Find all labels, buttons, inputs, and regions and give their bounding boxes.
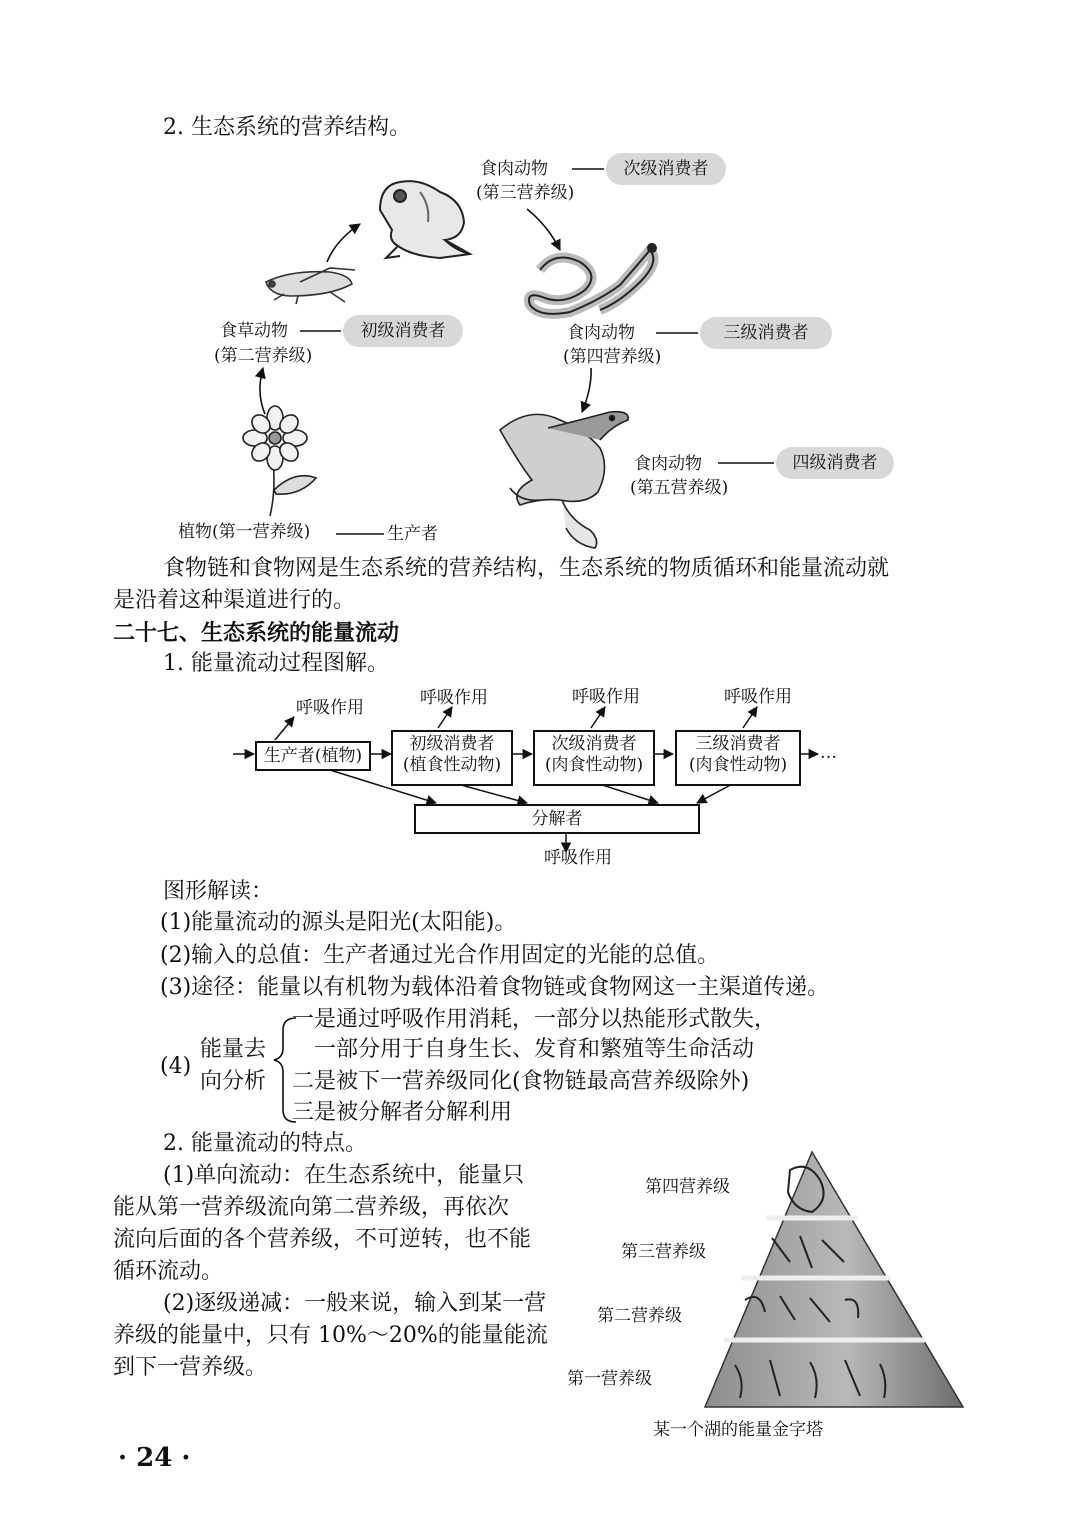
primary-consumer-type: (植食性动物) xyxy=(402,755,502,775)
primary-consumer-label: 初级消费者 xyxy=(409,734,495,754)
secondary-consumer-type: (肉食性动物) xyxy=(544,755,644,775)
node2-consumer-badge: 初级消费者 xyxy=(343,315,463,347)
interpretation-point-2: (2)输入的总值：生产者通过光合作用固定的光能的总值。 xyxy=(160,943,720,968)
node2-level: (第二营养级) xyxy=(214,346,313,366)
page-number: · 24 · xyxy=(118,1443,191,1473)
respiration-label: 呼吸作用 xyxy=(572,687,640,707)
chain-ellipsis: … xyxy=(820,743,837,763)
section27-heading: 二十七、生态系统的能量流动 xyxy=(113,620,400,646)
pyramid-level-2: 第二营养级 xyxy=(597,1306,682,1326)
respiration-label: 呼吸作用 xyxy=(420,688,488,708)
point-4-label: (4) xyxy=(160,1054,192,1079)
point-4-item-2: 二是被下一营养级同化(食物链最高营养级除外) xyxy=(292,1069,750,1094)
point-4-item-3: 三是被分解者分解利用 xyxy=(292,1100,513,1125)
interpretation-point-3: (3)途径：能量以有机物为载体沿着食物链或食物网这一主渠道传递。 xyxy=(160,975,830,1000)
point-4-item-1b: 一部分用于自身生长、发育和繁殖等生命活动 xyxy=(314,1037,755,1062)
pyramid-level-1: 第一营养级 xyxy=(567,1369,652,1389)
pyramid-level-4: 第四营养级 xyxy=(645,1177,730,1197)
feature1-line2: 能从第一营养级流向第二营养级，再依次 xyxy=(113,1195,510,1220)
decomposer-box: 分解者 xyxy=(414,804,700,834)
node4-consumer-badge: 四级消费者 xyxy=(776,447,894,479)
feature2-line2: 养级的能量中，只有 10%～20%的能量能流 xyxy=(113,1323,548,1348)
decomposer-respiration-label: 呼吸作用 xyxy=(544,848,612,868)
interpretation-point-1: (1)能量流动的源头是阳光(太阳能)。 xyxy=(160,910,517,935)
secondary-consumer-label: 次级消费者 xyxy=(551,734,637,754)
tertiary-consumer-type: (肉食性动物) xyxy=(688,755,788,775)
plant-label: 植物(第一营养级) xyxy=(178,522,311,542)
producer-box: 生产者(植物) xyxy=(255,741,371,771)
pyramid-caption: 某一个湖的能量金字塔 xyxy=(653,1420,823,1440)
node3-consumer-badge: 三级消费者 xyxy=(700,317,832,349)
respiration-label: 呼吸作用 xyxy=(296,698,364,718)
section-title: 2. 生态系统的营养结构。 xyxy=(163,115,411,140)
node1-role: 食肉动物 xyxy=(480,159,548,179)
point-4-heading-line2: 向分析 xyxy=(200,1069,267,1094)
point-4-item-1: 一是通过呼吸作用消耗，一部分以热能形式散失， xyxy=(292,1007,777,1032)
node3-role: 食肉动物 xyxy=(567,323,635,343)
feature1-line4: 循环流动。 xyxy=(113,1259,224,1284)
sub1-title: 1. 能量流动过程图解。 xyxy=(163,651,389,676)
feature2-line1: (2)逐级递减：一般来说，输入到某一营 xyxy=(163,1291,547,1316)
point-4-heading-line1: 能量去 xyxy=(200,1037,267,1062)
interpretation-title: 图形解读： xyxy=(163,879,274,904)
node1-level: (第三营养级) xyxy=(476,183,575,203)
tertiary-consumer-label: 三级消费者 xyxy=(695,734,781,754)
pyramid-level-3: 第三营养级 xyxy=(621,1242,706,1262)
node4-role: 食肉动物 xyxy=(634,454,702,474)
node3-level: (第四营养级) xyxy=(563,347,662,367)
para-food-web-line2: 是沿着这种渠道进行的。 xyxy=(113,588,356,613)
sub2-title: 2. 能量流动的特点。 xyxy=(163,1131,367,1156)
node4-level: (第五营养级) xyxy=(630,478,729,498)
feature1-line3: 流向后面的各个营养级，不可逆转，也不能 xyxy=(113,1227,532,1252)
feature1-line1: (1)单向流动：在生态系统中，能量只 xyxy=(163,1163,525,1188)
node2-role: 食草动物 xyxy=(220,321,288,341)
feature2-line3: 到下一营养级。 xyxy=(113,1355,268,1380)
para-food-web-line1: 食物链和食物网是生态系统的营养结构，生态系统的物质循环和能量流动就 xyxy=(163,556,890,581)
node1-consumer-badge: 次级消费者 xyxy=(606,153,726,185)
producer-label: 生产者 xyxy=(387,524,438,544)
respiration-label: 呼吸作用 xyxy=(724,687,792,707)
